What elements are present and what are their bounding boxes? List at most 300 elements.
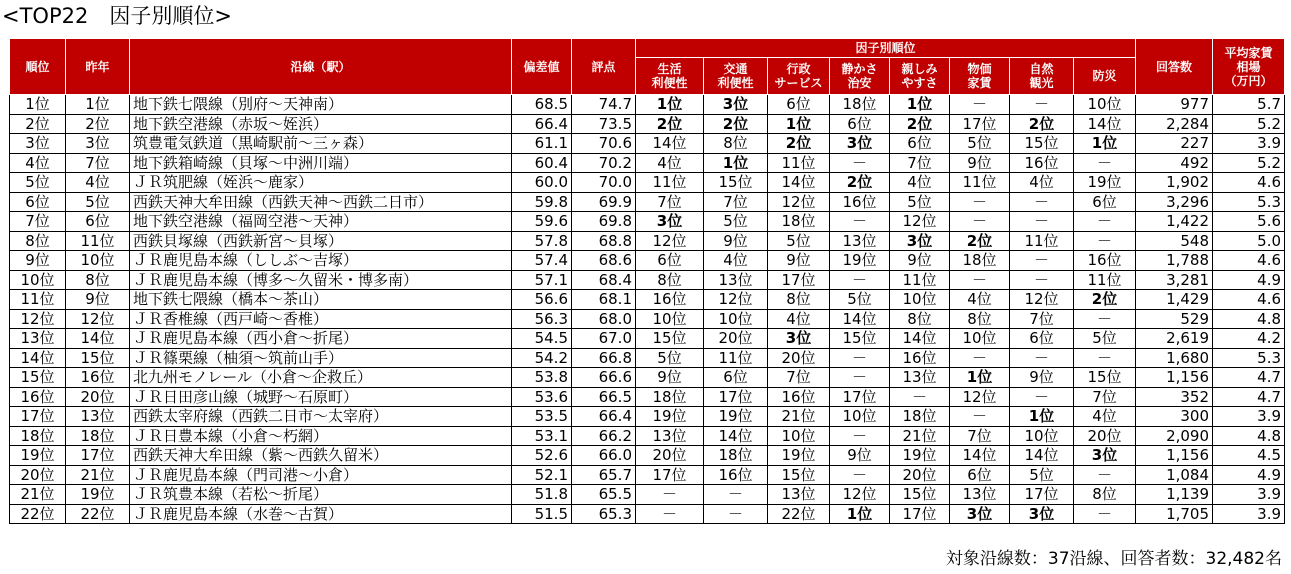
factor-rank-cell: 15位 <box>704 173 768 193</box>
rank-cell: 19位 <box>10 446 66 466</box>
prev-year-cell: 7位 <box>66 153 130 173</box>
factor-rank-cell: 16位 <box>768 387 830 407</box>
line-name-cell: ＪＲ鹿児島本線（博多～久留米・博多南） <box>130 270 512 290</box>
prev-year-cell: 17位 <box>66 446 130 466</box>
factor-rank-cell: 7位 <box>768 368 830 388</box>
table-row <box>10 446 1285 466</box>
line-name-cell: 地下鉄七隈線（別府～天神南） <box>130 95 512 115</box>
respondents-cell: 1,422 <box>1136 212 1213 232</box>
factor-rank-cell: 20位 <box>1074 426 1136 446</box>
rank-cell: 14位 <box>10 348 66 368</box>
table-row <box>10 212 1285 232</box>
factor-rank-cell: 9位 <box>636 368 704 388</box>
ranking-table <box>9 38 1285 524</box>
factor-rank-cell: 12位 <box>768 192 830 212</box>
factor-rank-cell: 16位 <box>704 465 768 485</box>
score-cell: 65.7 <box>572 465 636 485</box>
factor-rank-cell: 14位 <box>950 446 1010 466</box>
factor-rank-cell: 9位 <box>768 251 830 271</box>
factor-rank-cell: 21位 <box>768 407 830 427</box>
factor-rank-cell: 3位 <box>830 134 890 154</box>
factor-rank-cell: 6位 <box>950 465 1010 485</box>
footer-note: 対象沿線数：37沿線、回答者数：32,482名 <box>945 549 1282 569</box>
factor-rank-cell: 7位 <box>704 192 768 212</box>
factor-rank-cell: 18位 <box>704 446 768 466</box>
header-rank: 順位 <box>10 39 66 95</box>
deviation-cell: 51.8 <box>512 485 572 505</box>
respondents-cell: 529 <box>1136 309 1213 329</box>
factor-rank-cell: 13位 <box>950 485 1010 505</box>
factor-rank-cell: 5位 <box>1010 465 1074 485</box>
factor-rank-cell: 9位 <box>950 153 1010 173</box>
line-name-cell: ＪＲ鹿児島本線（門司港～小倉） <box>130 465 512 485</box>
deviation-cell: 60.4 <box>512 153 572 173</box>
score-cell: 68.6 <box>572 251 636 271</box>
line-name-cell: 地下鉄箱崎線（貝塚～中洲川端） <box>130 153 512 173</box>
factor-rank-cell: 2位 <box>1010 114 1074 134</box>
factor-rank-cell: 2位 <box>950 231 1010 251</box>
factor-rank-cell: － <box>1074 465 1136 485</box>
factor-rank-cell: 8位 <box>890 309 950 329</box>
line-name-cell: 西鉄太宰府線（西鉄二日市～太宰府） <box>130 407 512 427</box>
score-cell: 66.8 <box>572 348 636 368</box>
deviation-cell: 54.5 <box>512 329 572 349</box>
factor-rank-cell: 14位 <box>890 329 950 349</box>
factor-rank-cell: 1位 <box>950 368 1010 388</box>
rank-cell: 8位 <box>10 231 66 251</box>
factor-rank-cell: － <box>1010 95 1074 115</box>
factor-rank-cell: 10位 <box>890 290 950 310</box>
respondents-cell: 492 <box>1136 153 1213 173</box>
deviation-cell: 68.5 <box>512 95 572 115</box>
factor-rank-cell: 1位 <box>1074 134 1136 154</box>
factor-rank-cell: － <box>1074 504 1136 524</box>
factor-rank-cell: 5位 <box>768 231 830 251</box>
factor-rank-cell: 5位 <box>890 192 950 212</box>
factor-rank-cell: 5位 <box>950 134 1010 154</box>
line-name-cell: ＪＲ篠栗線（柚須～筑前山手） <box>130 348 512 368</box>
factor-rank-cell: 11位 <box>890 270 950 290</box>
respondents-cell: 2,090 <box>1136 426 1213 446</box>
factor-rank-cell: 3位 <box>768 329 830 349</box>
table-row <box>10 251 1285 271</box>
rank-cell: 11位 <box>10 290 66 310</box>
line-name-cell: 地下鉄七隈線（橋本～茶山） <box>130 290 512 310</box>
table-row <box>10 134 1285 154</box>
factor-rank-cell: 2位 <box>704 114 768 134</box>
factor-rank-cell: 18位 <box>768 212 830 232</box>
factor-rank-cell: 18位 <box>890 407 950 427</box>
prev-year-cell: 9位 <box>66 290 130 310</box>
factor-rank-cell: － <box>1010 212 1074 232</box>
factor-rank-cell: － <box>1010 348 1074 368</box>
rank-cell: 9位 <box>10 251 66 271</box>
score-cell: 68.1 <box>572 290 636 310</box>
factor-rank-cell: 8位 <box>1074 485 1136 505</box>
rent-cell: 5.0 <box>1213 231 1285 251</box>
factor-rank-cell: － <box>950 95 1010 115</box>
factor-rank-cell: 11位 <box>704 348 768 368</box>
rank-cell: 6位 <box>10 192 66 212</box>
header-factor-5: 物価 家賃 <box>950 58 1010 95</box>
factor-rank-cell: 12位 <box>704 290 768 310</box>
factor-rank-cell: 18位 <box>950 251 1010 271</box>
prev-year-cell: 3位 <box>66 134 130 154</box>
deviation-cell: 51.5 <box>512 504 572 524</box>
factor-rank-cell: 17位 <box>830 387 890 407</box>
deviation-cell: 61.1 <box>512 134 572 154</box>
respondents-cell: 3,296 <box>1136 192 1213 212</box>
factor-rank-cell: 19位 <box>890 446 950 466</box>
rent-cell: 4.6 <box>1213 290 1285 310</box>
rent-cell: 5.3 <box>1213 192 1285 212</box>
factor-rank-cell: 11位 <box>950 173 1010 193</box>
factor-rank-cell: 1位 <box>636 95 704 115</box>
rank-cell: 15位 <box>10 368 66 388</box>
respondents-cell: 1,156 <box>1136 446 1213 466</box>
line-name-cell: 西鉄天神大牟田線（西鉄天神～西鉄二日市） <box>130 192 512 212</box>
factor-rank-cell: 9位 <box>704 231 768 251</box>
factor-rank-cell: － <box>950 348 1010 368</box>
header-rent: 平均家賃 相場 （万円） <box>1213 39 1285 95</box>
factor-rank-cell: － <box>950 192 1010 212</box>
factor-rank-cell: 20位 <box>636 446 704 466</box>
factor-rank-cell: 6位 <box>636 251 704 271</box>
table-body <box>10 95 1285 524</box>
factor-rank-cell: 5位 <box>830 290 890 310</box>
table-row <box>10 426 1285 446</box>
deviation-cell: 56.6 <box>512 290 572 310</box>
factor-rank-cell: － <box>950 212 1010 232</box>
factor-rank-cell: 3位 <box>636 212 704 232</box>
factor-rank-cell: 4位 <box>704 251 768 271</box>
factor-rank-cell: 13位 <box>890 368 950 388</box>
factor-rank-cell: 13位 <box>704 270 768 290</box>
factor-rank-cell: 13位 <box>636 426 704 446</box>
deviation-cell: 60.0 <box>512 173 572 193</box>
respondents-cell: 1,084 <box>1136 465 1213 485</box>
line-name-cell: 地下鉄空港線（赤坂～姪浜） <box>130 114 512 134</box>
rent-cell: 5.3 <box>1213 348 1285 368</box>
respondents-cell: 2,619 <box>1136 329 1213 349</box>
prev-year-cell: 8位 <box>66 270 130 290</box>
rent-cell: 5.7 <box>1213 95 1285 115</box>
line-name-cell: 筑豊電気鉄道（黒崎駅前～三ヶ森） <box>130 134 512 154</box>
prev-year-cell: 21位 <box>66 465 130 485</box>
factor-rank-cell: 6位 <box>890 134 950 154</box>
factor-rank-cell: 17位 <box>768 270 830 290</box>
header-line: 沿線（駅） <box>130 39 512 95</box>
factor-rank-cell: 15位 <box>768 465 830 485</box>
factor-rank-cell: 8位 <box>768 290 830 310</box>
factor-rank-cell: 7位 <box>950 426 1010 446</box>
prev-year-cell: 1位 <box>66 95 130 115</box>
factor-rank-cell: 20位 <box>704 329 768 349</box>
table-row <box>10 173 1285 193</box>
factor-rank-cell: 15位 <box>890 485 950 505</box>
table-row <box>10 270 1285 290</box>
table-row <box>10 387 1285 407</box>
factor-rank-cell: 16位 <box>890 348 950 368</box>
rank-cell: 2位 <box>10 114 66 134</box>
factor-rank-cell: － <box>830 270 890 290</box>
factor-rank-cell: 12位 <box>636 231 704 251</box>
factor-rank-cell: 16位 <box>830 192 890 212</box>
respondents-cell: 3,281 <box>1136 270 1213 290</box>
deviation-cell: 57.4 <box>512 251 572 271</box>
line-name-cell: 西鉄貝塚線（西鉄新宮～貝塚） <box>130 231 512 251</box>
deviation-cell: 54.2 <box>512 348 572 368</box>
deviation-cell: 53.1 <box>512 426 572 446</box>
prev-year-cell: 2位 <box>66 114 130 134</box>
rent-cell: 3.9 <box>1213 407 1285 427</box>
rank-cell: 22位 <box>10 504 66 524</box>
factor-rank-cell: 19位 <box>704 407 768 427</box>
rent-cell: 4.8 <box>1213 426 1285 446</box>
factor-rank-cell: － <box>950 270 1010 290</box>
factor-rank-cell: － <box>1074 309 1136 329</box>
score-cell: 70.0 <box>572 173 636 193</box>
factor-rank-cell: － <box>636 504 704 524</box>
rank-cell: 13位 <box>10 329 66 349</box>
factor-rank-cell: 1位 <box>704 153 768 173</box>
header-factor-6: 自然 観光 <box>1010 58 1074 95</box>
factor-rank-cell: 14位 <box>704 426 768 446</box>
factor-rank-cell: 2位 <box>768 134 830 154</box>
table-row <box>10 329 1285 349</box>
rank-cell: 10位 <box>10 270 66 290</box>
score-cell: 70.6 <box>572 134 636 154</box>
rent-cell: 4.6 <box>1213 173 1285 193</box>
line-name-cell: ＪＲ香椎線（西戸崎～香椎） <box>130 309 512 329</box>
factor-rank-cell: 6位 <box>768 95 830 115</box>
table-row <box>10 407 1285 427</box>
factor-rank-cell: 11位 <box>636 173 704 193</box>
header-factor-group: 因子別順位 <box>636 39 1136 58</box>
line-name-cell: ＪＲ鹿児島本線（西小倉～折尾） <box>130 329 512 349</box>
factor-rank-cell: 3位 <box>704 95 768 115</box>
prev-year-cell: 22位 <box>66 504 130 524</box>
line-name-cell: 北九州モノレール（小倉～企救丘） <box>130 368 512 388</box>
factor-rank-cell: 7位 <box>1010 309 1074 329</box>
factor-rank-cell: 8位 <box>636 270 704 290</box>
rank-cell: 3位 <box>10 134 66 154</box>
table-row <box>10 309 1285 329</box>
factor-rank-cell: 6位 <box>1074 192 1136 212</box>
header-factor-4: 親しみ やすさ <box>890 58 950 95</box>
respondents-cell: 352 <box>1136 387 1213 407</box>
rank-cell: 20位 <box>10 465 66 485</box>
deviation-cell: 59.8 <box>512 192 572 212</box>
factor-rank-cell: 11位 <box>1010 231 1074 251</box>
factor-rank-cell: 9位 <box>890 251 950 271</box>
prev-year-cell: 13位 <box>66 407 130 427</box>
factor-rank-cell: 6位 <box>830 114 890 134</box>
factor-rank-cell: 17位 <box>704 387 768 407</box>
deviation-cell: 53.8 <box>512 368 572 388</box>
factor-rank-cell: 11位 <box>768 153 830 173</box>
deviation-cell: 56.3 <box>512 309 572 329</box>
prev-year-cell: 15位 <box>66 348 130 368</box>
factor-rank-cell: 3位 <box>1074 446 1136 466</box>
factor-rank-cell: － <box>830 465 890 485</box>
rent-cell: 3.9 <box>1213 504 1285 524</box>
deviation-cell: 52.1 <box>512 465 572 485</box>
factor-rank-cell: － <box>636 485 704 505</box>
factor-rank-cell: 18位 <box>830 95 890 115</box>
factor-rank-cell: 10位 <box>636 309 704 329</box>
score-cell: 66.5 <box>572 387 636 407</box>
score-cell: 67.0 <box>572 329 636 349</box>
factor-rank-cell: 4位 <box>636 153 704 173</box>
deviation-cell: 59.6 <box>512 212 572 232</box>
score-cell: 68.8 <box>572 231 636 251</box>
rank-cell: 18位 <box>10 426 66 446</box>
rent-cell: 4.6 <box>1213 251 1285 271</box>
respondents-cell: 548 <box>1136 231 1213 251</box>
rent-cell: 5.2 <box>1213 114 1285 134</box>
factor-rank-cell: － <box>704 504 768 524</box>
factor-rank-cell: 3位 <box>1010 504 1074 524</box>
table-row <box>10 95 1285 115</box>
header-score: 評点 <box>572 39 636 95</box>
factor-rank-cell: － <box>1074 231 1136 251</box>
line-name-cell: ＪＲ鹿児島本線（ししぶ～吉塚） <box>130 251 512 271</box>
factor-rank-cell: 13位 <box>768 485 830 505</box>
table-row <box>10 485 1285 505</box>
deviation-cell: 52.6 <box>512 446 572 466</box>
factor-rank-cell: 17位 <box>890 504 950 524</box>
score-cell: 66.4 <box>572 407 636 427</box>
factor-rank-cell: 21位 <box>890 426 950 446</box>
deviation-cell: 57.8 <box>512 231 572 251</box>
factor-rank-cell: 10位 <box>704 309 768 329</box>
header-respondents: 回答数 <box>1136 39 1213 95</box>
factor-rank-cell: － <box>1010 387 1074 407</box>
factor-rank-cell: 16位 <box>636 290 704 310</box>
prev-year-cell: 4位 <box>66 173 130 193</box>
line-name-cell: ＪＲ日豊本線（小倉～朽網） <box>130 426 512 446</box>
factor-rank-cell: 15位 <box>1010 134 1074 154</box>
factor-rank-cell: 6位 <box>1010 329 1074 349</box>
factor-rank-cell: 1位 <box>830 504 890 524</box>
factor-rank-cell: － <box>830 426 890 446</box>
rank-cell: 5位 <box>10 173 66 193</box>
factor-rank-cell: 13位 <box>830 231 890 251</box>
table-row <box>10 231 1285 251</box>
factor-rank-cell: 11位 <box>1074 270 1136 290</box>
factor-rank-cell: 4位 <box>1010 173 1074 193</box>
score-cell: 66.0 <box>572 446 636 466</box>
factor-rank-cell: 7位 <box>1074 387 1136 407</box>
factor-rank-cell: － <box>830 212 890 232</box>
factor-rank-cell: － <box>950 407 1010 427</box>
factor-rank-cell: 1位 <box>890 95 950 115</box>
factor-rank-cell: 10位 <box>830 407 890 427</box>
score-cell: 68.4 <box>572 270 636 290</box>
factor-rank-cell: 17位 <box>1010 485 1074 505</box>
factor-rank-cell: 2位 <box>636 114 704 134</box>
factor-rank-cell: － <box>1010 251 1074 271</box>
rent-cell: 4.7 <box>1213 387 1285 407</box>
factor-rank-cell: 5位 <box>636 348 704 368</box>
rank-cell: 17位 <box>10 407 66 427</box>
rent-cell: 3.9 <box>1213 485 1285 505</box>
factor-rank-cell: 10位 <box>950 329 1010 349</box>
prev-year-cell: 10位 <box>66 251 130 271</box>
score-cell: 66.6 <box>572 368 636 388</box>
factor-rank-cell: 9位 <box>830 446 890 466</box>
line-name-cell: 地下鉄空港線（福岡空港～天神） <box>130 212 512 232</box>
factor-rank-cell: － <box>1074 348 1136 368</box>
rank-cell: 16位 <box>10 387 66 407</box>
header-deviation: 偏差値 <box>512 39 572 95</box>
factor-rank-cell: 5位 <box>704 212 768 232</box>
score-cell: 69.8 <box>572 212 636 232</box>
rank-cell: 21位 <box>10 485 66 505</box>
respondents-cell: 227 <box>1136 134 1213 154</box>
table-row <box>10 192 1285 212</box>
factor-rank-cell: 2位 <box>1074 290 1136 310</box>
factor-rank-cell: 14位 <box>1010 446 1074 466</box>
factor-rank-cell: 14位 <box>636 134 704 154</box>
factor-rank-cell: － <box>1010 270 1074 290</box>
score-cell: 65.5 <box>572 485 636 505</box>
factor-rank-cell: 4位 <box>1074 407 1136 427</box>
prev-year-cell: 14位 <box>66 329 130 349</box>
factor-rank-cell: 7位 <box>890 153 950 173</box>
table-row <box>10 153 1285 173</box>
factor-rank-cell: 10位 <box>1074 95 1136 115</box>
factor-rank-cell: 4位 <box>768 309 830 329</box>
factor-rank-cell: 12位 <box>890 212 950 232</box>
factor-rank-cell: － <box>1010 192 1074 212</box>
factor-rank-cell: － <box>704 485 768 505</box>
factor-rank-cell: 4位 <box>890 173 950 193</box>
prev-year-cell: 20位 <box>66 387 130 407</box>
score-cell: 66.2 <box>572 426 636 446</box>
factor-rank-cell: 10位 <box>1010 426 1074 446</box>
factor-rank-cell: 20位 <box>768 348 830 368</box>
table-header <box>10 39 1285 95</box>
rent-cell: 5.6 <box>1213 212 1285 232</box>
factor-rank-cell: 6位 <box>704 368 768 388</box>
header-factor-0: 生活 利便性 <box>636 58 704 95</box>
factor-rank-cell: 5位 <box>1074 329 1136 349</box>
factor-rank-cell: － <box>890 387 950 407</box>
rent-cell: 4.5 <box>1213 446 1285 466</box>
table-row <box>10 348 1285 368</box>
factor-rank-cell: 2位 <box>890 114 950 134</box>
factor-rank-cell: 10位 <box>768 426 830 446</box>
factor-rank-cell: 16位 <box>1074 251 1136 271</box>
factor-rank-cell: 20位 <box>890 465 950 485</box>
factor-rank-cell: 14位 <box>1074 114 1136 134</box>
factor-rank-cell: 17位 <box>950 114 1010 134</box>
score-cell: 70.2 <box>572 153 636 173</box>
rank-cell: 12位 <box>10 309 66 329</box>
factor-rank-cell: 15位 <box>636 329 704 349</box>
factor-rank-cell: 8位 <box>950 309 1010 329</box>
table-row <box>10 114 1285 134</box>
factor-rank-cell: － <box>1074 153 1136 173</box>
rank-cell: 1位 <box>10 95 66 115</box>
factor-rank-cell: 1位 <box>1010 407 1074 427</box>
rent-cell: 4.2 <box>1213 329 1285 349</box>
factor-rank-cell: 2位 <box>830 173 890 193</box>
factor-rank-cell: － <box>830 348 890 368</box>
rent-cell: 3.9 <box>1213 134 1285 154</box>
